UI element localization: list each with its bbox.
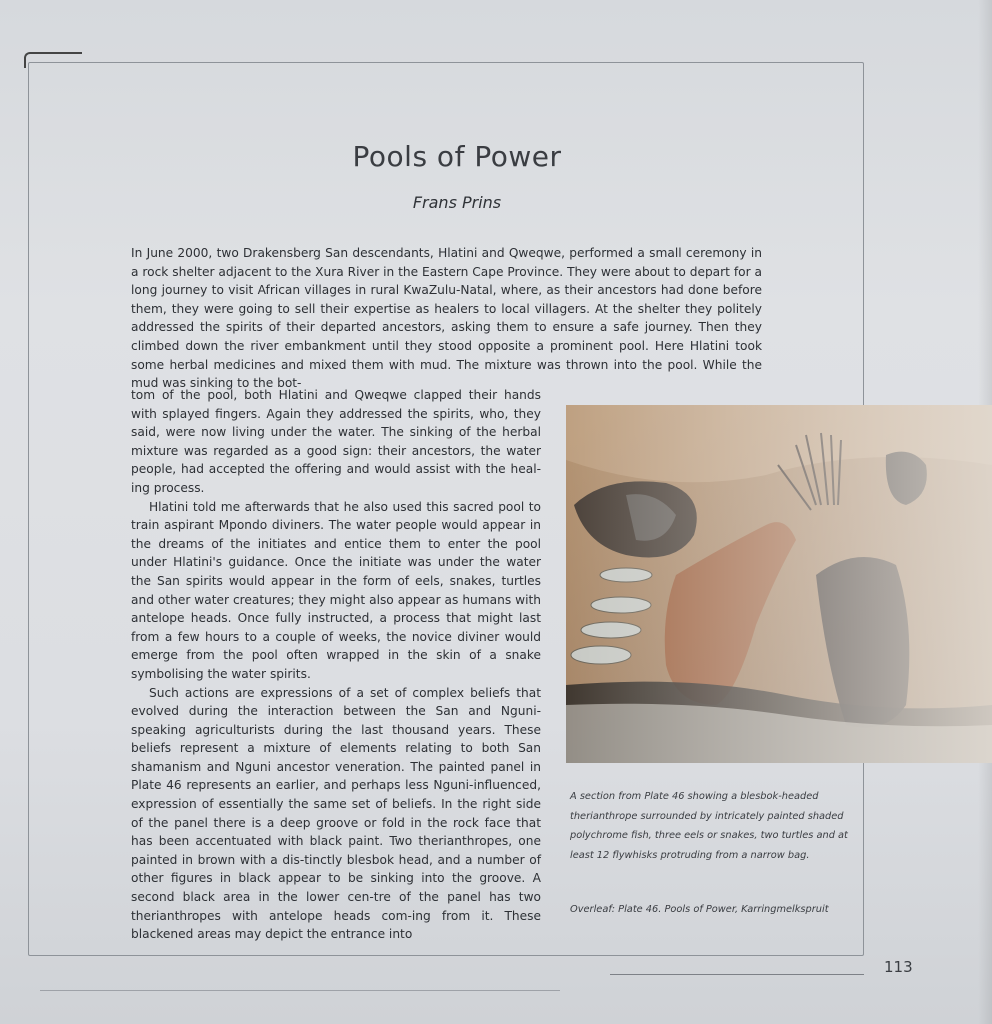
article-author: Frans Prins	[412, 193, 502, 212]
footer-rule	[610, 974, 864, 975]
paragraph-2: Hlatini told me afterwards that he also used this sacred pool to train aspirant Mpondo diviners. The water people would appear in the dreams of the initiates and entice them to enter the pool under Hlatini's guidance. Once the initiate was under the water the San spirits would appear in the form of eels, snakes, turtles and other water creatures; they might also appear as humans with antelope heads. Once fully instructed, a process that might last from a few hours to a couple of weeks, the novice diviner would emerge from the pool often wrapped in the skin of a snake symbolising the water spirits.	[131, 499, 541, 681]
paragraph-1-part-1: In June 2000, two Drakensberg San descendants, Hlatini and Qweqwe, performed a small ceremony in a rock shelter adjacent to the Xura River in the Eastern Cape Province. They were about to depart for a long journey to visit African villages in rural KwaZulu-Natal, where, as their ancestors had done before them, they were going to sell their expertise as healers to local villagers. At the shelter they politely addressed the spirits of their departed ancestors, asking them to ensure a safe journey. Then they climbed down the river embankment until they stood opposite a prominent pool. Here Hlatini took some herbal medicines and mixed them with mud. The mixture was thrown into the pool. While the mud was sinking to the bot-	[131, 246, 762, 391]
page-number: 113	[884, 958, 913, 976]
paragraph-1-part-2: tom of the pool, both Hlatini and Qweqwe clapped their hands with splayed fingers. Again they addressed the spirits, who, they said, were now living under the water. The sinking of the herbal mixture was regarded as a good sign: their ancestors, the water people, had accepted the offering and would assist with the heal-ing process.	[131, 388, 541, 495]
body-column	[131, 386, 541, 944]
intro-paragraph-full-width	[131, 244, 762, 393]
rock-painting-illustration	[566, 405, 992, 763]
overleaf-caption: Overleaf: Plate 46. Pools of Power, Karringmelkspruit	[570, 904, 829, 915]
article-title: Pools of Power	[352, 140, 562, 173]
bottom-rule	[40, 990, 560, 991]
rock-painting-image	[566, 405, 992, 763]
figure-caption: A section from Plate 46 showing a blesbok-headed therianthrope surrounded by intricately painted shaded polychrome fish, three eels or snakes, two turtles and at least 12 flywhisks protruding from a narrow bag.	[570, 791, 848, 861]
paragraph-3: Such actions are expressions of a set of complex beliefs that evolved during the interaction between the San and Nguni-speaking agriculturists during the last thousand years. These beliefs represent a mixture of elements relating to both San shamanism and Nguni ancestor veneration. The painted panel in Plate 46 represents an earlier, and perhaps less Nguni-influenced, expression of essentially the same set of beliefs. In the right side of the panel there is a deep groove or fold in the rock face that has been accentuated with black paint. Two therianthropes, one painted in brown with a dis-tinctly blesbok head, and a number of other figures in black appear to be sinking into the groove. A second black area in the lower cen-tre of the panel has two therianthropes with antelope heads com-ing from it. These blackened areas may depict the entrance into	[131, 685, 541, 942]
